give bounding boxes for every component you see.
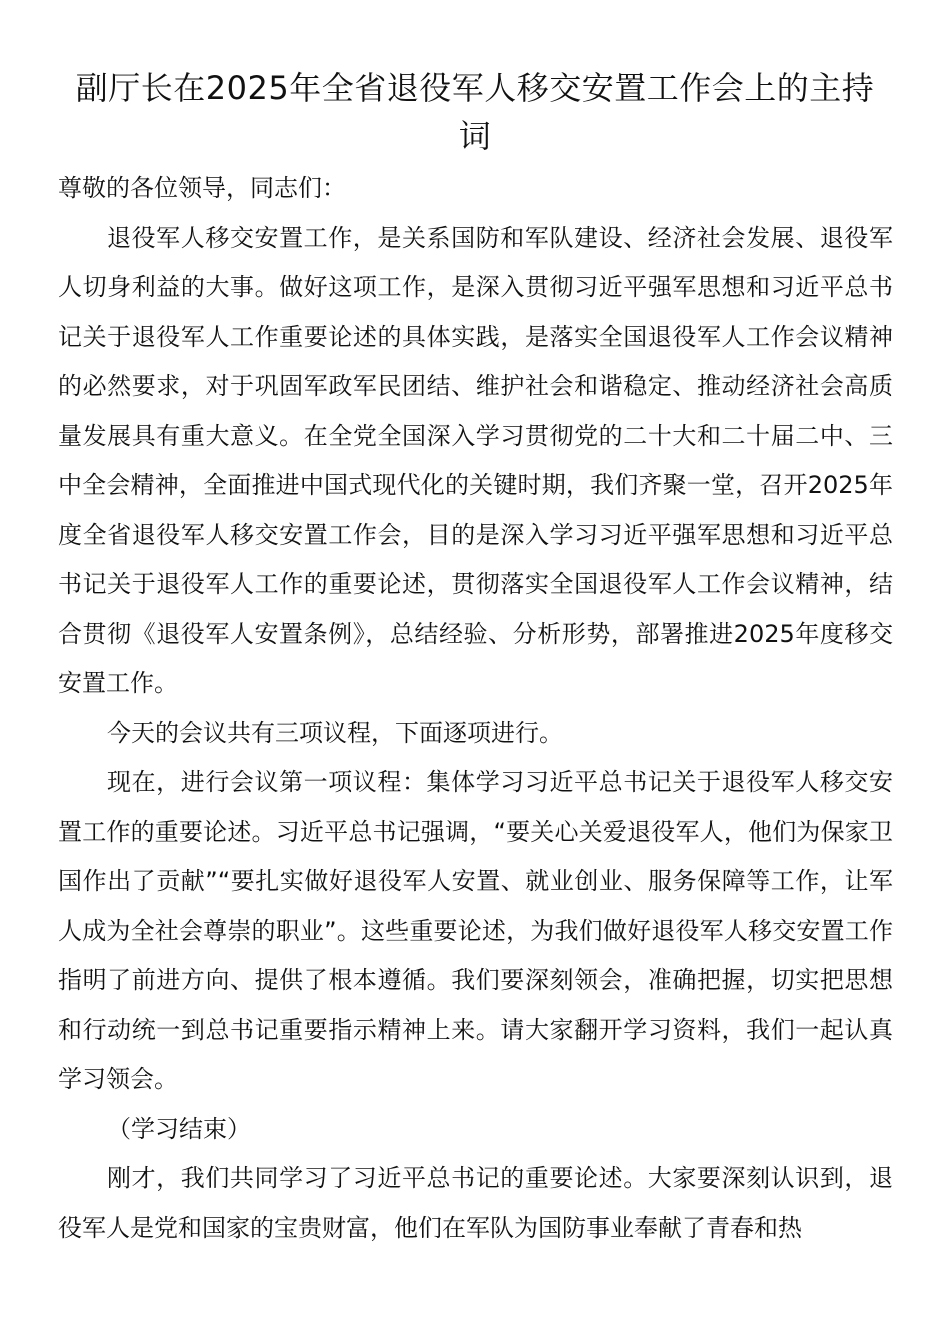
paragraph-agenda: 今天的会议共有三项议程，下面逐项进行。 (107, 718, 563, 747)
study-end-note: （学习结束） (107, 1114, 251, 1143)
document-title: 副厅长在2025年全省退役军人移交安置工作会上的主持词 (75, 69, 875, 155)
paragraph-closing: 刚才，我们共同学习了习近平总书记的重要论述。大家要深刻认识到，退役军人是党和国家的宝贵财富，他们在军队为国防事业奉献了青春和热 (58, 1164, 893, 1242)
document-body (58, 164, 893, 1253)
paragraph-first-item: 现在，进行会议第一项议程：集体学习习近平总书记关于退役军人移交安置工作的重要论述。习近平总书记强调，“要关心关爱退役军人，他们为保家卫国作出了贡献”“要扎实做好退役军人安置、就业创业、服务保障等工作，让军人成为全社会尊崇的职业”。这些重要论述，为我们做好退役军人移交安置工作指明了前进方向、提供了根本遵循。我们要深刻领会，准确把握，切实把思想和行动统一到总书记重要指示精神上来。请大家翻开学习资料，我们一起认真学习领会。 (58, 768, 893, 1093)
paragraph-intro: 退役军人移交安置工作，是关系国防和军队建设、经济社会发展、退役军人切身利益的大事。做好这项工作，是深入贯彻习近平强军思想和习近平总书记关于退役军人工作重要论述的具体实践，是落实全国退役军人工作会议精神的必然要求，对于巩固军政军民团结、维护社会和谐稳定、推动经济社会高质量发展具有重大意义。在全党全国深入学习贯彻党的二十大和二十届二中、三中全会精神，全面推进中国式现代化的关键时期，我们齐聚一堂，召开2025年度全省退役军人移交安置工作会，目的是深入学习习近平强军思想和习近平总书记关于退役军人工作的重要论述，贯彻落实全国退役军人工作会议精神，结合贯彻《退役军人安置条例》，总结经验、分析形势，部署推进2025年度移交安置工作。 (58, 223, 893, 697)
salutation: 尊敬的各位领导，同志们： (58, 174, 346, 202)
